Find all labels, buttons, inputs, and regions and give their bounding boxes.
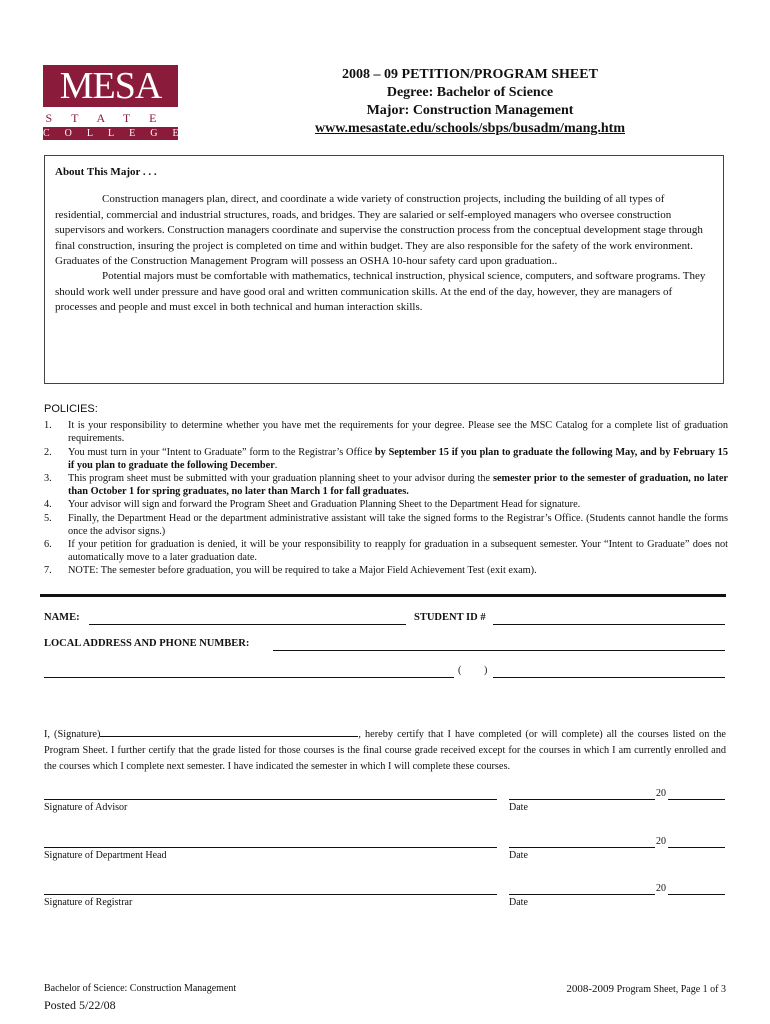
policy-item	[44, 419, 728, 445]
major-line: Major: Construction Management	[366, 103, 574, 118]
about-paragraph-2: Potential majors must be comfortable with mathematics, technical instruction, physical science, computers, and software programs. They should work well under pressure and have good oral and written communication skills. At the end of the day, however, they are managers of processes and people and must excel in both technical and human interaction skills.	[55, 270, 706, 314]
policy-text: NOTE: The semester before graduation, you will be required to take a Major Field Achievement Test (exit exam).	[68, 565, 537, 577]
logo-college-text: COLLEGE	[43, 128, 194, 139]
registrar-signature-label: Signature of Registrar	[44, 897, 133, 908]
advisor-signature-field[interactable]	[44, 799, 497, 800]
sheet-title: 2008 – 09 PETITION/PROGRAM SHEET	[342, 67, 598, 82]
policy-item	[44, 446, 728, 472]
policy-text: .	[274, 459, 278, 471]
policy-text: You must turn in your “Intent to Graduate” form to the Registrar’s Office	[68, 446, 375, 458]
student-id-field[interactable]	[493, 624, 725, 625]
advisor-date-label: Date	[509, 802, 528, 813]
policy-text: Your advisor will sign and forward the Program Sheet and Graduation Planning Sheet to the Department Head for signature.	[68, 499, 581, 511]
policy-deadline-text: by September 15 if you plan to graduate the following May, and by February 15 if you plan to graduate the following December	[68, 446, 728, 471]
footer-page-number: Program Sheet, Page 1 of 3	[614, 984, 726, 995]
footer-year: 2008-2009	[566, 983, 615, 995]
policy-item	[44, 512, 728, 538]
address-field-line-1[interactable]	[273, 650, 725, 651]
phone-paren-open: (	[458, 665, 462, 676]
policies-heading: POLICIES:	[44, 403, 98, 415]
registrar-date-field[interactable]	[509, 894, 655, 895]
logo-state-text: STATE	[45, 111, 176, 125]
policy-item	[44, 564, 728, 577]
phone-paren-close: )	[484, 665, 488, 676]
registrar-signature-field[interactable]	[44, 894, 497, 895]
policies-list	[44, 419, 728, 577]
policy-number: 3.	[44, 473, 52, 485]
footer-posted-date: Posted 5/22/08	[44, 998, 116, 1012]
dept-head-signature-label: Signature of Department Head	[44, 850, 167, 861]
advisor-year-prefix: 20	[656, 788, 666, 799]
document-header	[200, 66, 740, 138]
student-id-label: STUDENT ID #	[414, 612, 486, 623]
dept-head-date-field[interactable]	[509, 847, 655, 848]
cert-prefix: I, (Signature)	[44, 729, 101, 740]
footer-left	[44, 981, 236, 1013]
policy-item	[44, 498, 728, 511]
phone-field[interactable]	[493, 677, 725, 678]
section-divider	[40, 594, 726, 597]
policies-section	[44, 403, 728, 578]
mesa-state-college-logo	[43, 65, 194, 141]
policy-number: 7.	[44, 565, 52, 577]
about-major-box	[44, 155, 724, 384]
advisor-date-field[interactable]	[509, 799, 655, 800]
policy-number: 5.	[44, 512, 52, 524]
dept-head-year-prefix: 20	[656, 836, 666, 847]
footer-right	[420, 983, 726, 995]
registrar-date-label: Date	[509, 897, 528, 908]
policy-number: 2.	[44, 446, 52, 458]
policy-number: 6.	[44, 539, 52, 551]
name-label: NAME:	[44, 612, 80, 623]
advisor-year-field[interactable]	[668, 799, 725, 800]
policy-item	[44, 538, 728, 564]
certification-statement	[44, 726, 726, 775]
dept-head-signature-field[interactable]	[44, 847, 497, 848]
policy-deadline-text: semester prior to the semester of graduation, no later than October 1 for spring graduates, no later than March 1 for fall graduates.	[68, 473, 728, 498]
logo-mesa-text: MESA	[43, 65, 178, 107]
degree-line: Degree: Bachelor of Science	[386, 85, 554, 100]
policy-text: If your petition for graduation is denied, it will be your responsibility to reapply for graduation in a subsequent semester. Your “Intent to Graduate” does not automatically move to a later graduation date.	[68, 539, 728, 564]
dept-head-date-label: Date	[509, 850, 528, 861]
registrar-year-field[interactable]	[668, 894, 725, 895]
policy-text: This program sheet must be submitted with your graduation planning sheet to your advisor during the	[68, 473, 493, 485]
name-field[interactable]	[89, 624, 406, 625]
policy-number: 1.	[44, 420, 52, 432]
policy-number: 4.	[44, 499, 52, 511]
program-url-link[interactable]: www.mesastate.edu/schools/sbps/busadm/mang.htm	[315, 121, 625, 136]
footer-program-name: Bachelor of Science: Construction Management	[44, 983, 237, 994]
cert-signature-field[interactable]	[100, 726, 358, 737]
address-field-line-2[interactable]	[44, 677, 454, 678]
about-title: About This Major . . .	[55, 166, 157, 178]
about-paragraph-1: Construction managers plan, direct, and coordinate a wide variety of construction projects, including the building of all types of residential, commercial and industrial structures, roads, and bridges. They are salaried or self-employed managers who oversee construction supervisors and workers. Construction managers coordinate and supervise the construction process from the conceptual development stage through final construction, insuring the project is completed on time and within budget. They are also responsible for the safety of the work environment. Graduates of the Construction Management Program will possess an OSHA 10-hour safety card upon graduation..	[55, 193, 703, 268]
advisor-signature-label: Signature of Advisor	[44, 802, 128, 813]
policy-item	[44, 472, 728, 498]
cert-text: , hereby certify that I have completed (or will complete) all the courses listed on the Program Sheet. I further certify that the grade listed for those courses is the final course grade received except for the courses in which I am currently enrolled and the courses which I complete next semester. I have indicated the semester in which I will complete these courses.	[44, 729, 726, 772]
address-label: LOCAL ADDRESS AND PHONE NUMBER:	[44, 638, 250, 649]
policy-text: It is your responsibility to determine whether you have met the requirements for your degree. Please see the MSC Catalog for a complete list of graduation requirements.	[68, 420, 728, 445]
dept-head-year-field[interactable]	[668, 847, 725, 848]
policy-text: Finally, the Department Head or the department administrative assistant will take the signed forms to the Registrar’s Office. (Students cannot handle the forms once the advisor signs.)	[68, 512, 728, 537]
registrar-year-prefix: 20	[656, 883, 666, 894]
